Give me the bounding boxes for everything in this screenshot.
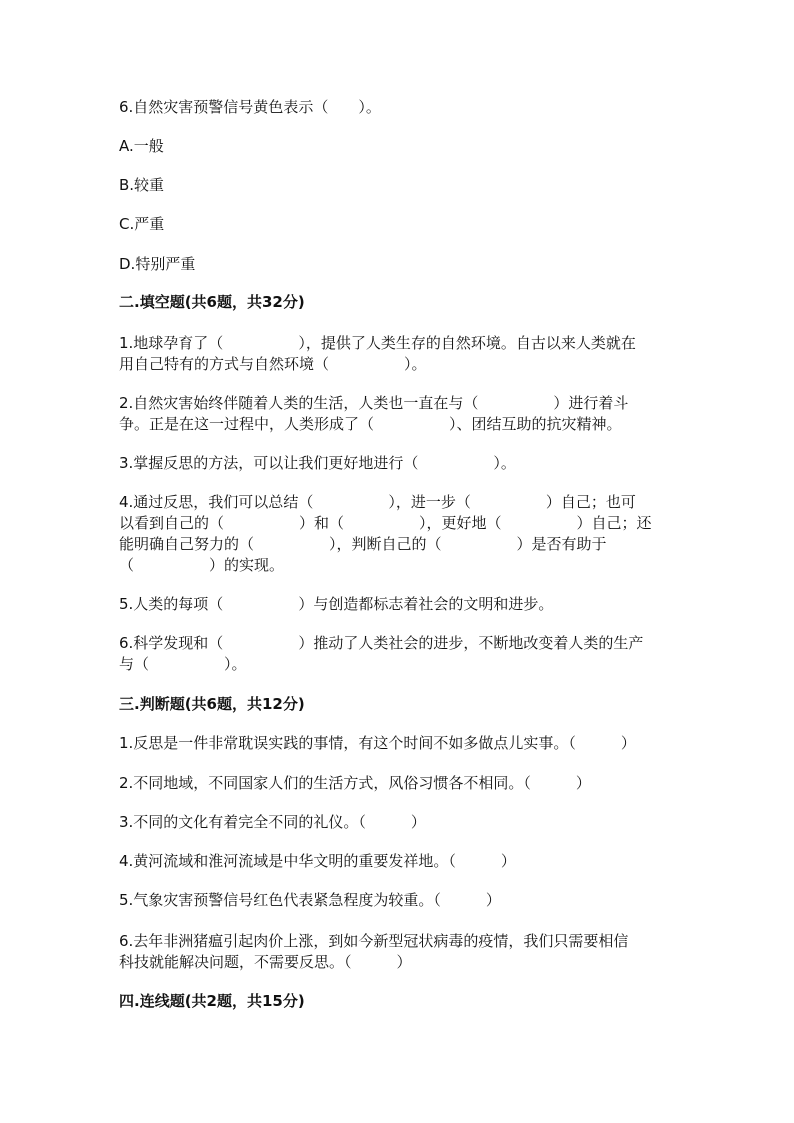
fill-question-4-line-2: 以看到自己的（ ）和（ ），更好地（ ）自己；还 <box>119 514 652 532</box>
option-b: B.较重 <box>119 176 165 194</box>
section-heading-true-false: 三.判断题(共6题，共12分) <box>119 695 305 713</box>
judge-question-6-line-1: 6.去年非洲猪瘟引起肉价上涨，到如今新型冠状病毒的疫情，我们只需要相信 <box>119 932 629 950</box>
fill-question-2-line-1: 2.自然灾害始终伴随着人类的生活，人类也一直在与（ ）进行着斗 <box>119 394 629 412</box>
fill-question-3: 3.掌握反思的方法，可以让我们更好地进行（ ）。 <box>119 454 516 472</box>
judge-question-1: 1.反思是一件非常耽误实践的事情，有这个时间不如多做点儿实事。（ ） <box>119 734 636 752</box>
fill-question-6-line-2: 与（ ）。 <box>119 655 247 673</box>
option-d: D.特别严重 <box>119 255 196 273</box>
judge-question-6-line-2: 科技就能解决问题，不需要反思。（ ） <box>119 953 412 971</box>
fill-question-5: 5.人类的每项（ ）与创造都标志着社会的文明和进步。 <box>119 595 554 613</box>
fill-question-1-line-1: 1.地球孕育了（ ），提供了人类生存的自然环境。自古以来人类就在 <box>119 334 636 352</box>
fill-question-4-line-3: 能明确自己努力的（ ），判断自己的（ ）是否有助于 <box>119 535 607 553</box>
judge-question-2: 2.不同地域，不同国家人们的生活方式，风俗习惯各不相同。（ ） <box>119 774 591 792</box>
option-a: A.一般 <box>119 137 164 155</box>
choice-question-6: 6.自然灾害预警信号黄色表示（ ）。 <box>119 98 381 116</box>
section-heading-matching: 四.连线题(共2题，共15分) <box>119 992 305 1010</box>
fill-question-4-line-4: （ ）的实现。 <box>119 556 285 574</box>
option-c: C.严重 <box>119 215 165 233</box>
fill-question-4-line-1: 4.通过反思，我们可以总结（ ），进一步（ ）自己；也可 <box>119 493 636 511</box>
section-heading-fill-in: 二.填空题(共6题，共32分) <box>119 293 305 311</box>
fill-question-2-line-2: 争。正是在这一过程中，人类形成了（ ）、团结互助的抗灾精神。 <box>119 415 622 433</box>
fill-question-1-line-2: 用自己特有的方式与自然环境（ ）。 <box>119 355 427 373</box>
fill-question-6-line-1: 6.科学发现和（ ）推动了人类社会的进步，不断地改变着人类的生产 <box>119 634 644 652</box>
judge-question-4: 4.黄河流域和淮河流域是中华文明的重要发祥地。（ ） <box>119 852 516 870</box>
judge-question-5: 5.气象灾害预警信号红色代表紧急程度为较重。（ ） <box>119 891 501 909</box>
judge-question-3: 3.不同的文化有着完全不同的礼仪。（ ） <box>119 813 426 831</box>
